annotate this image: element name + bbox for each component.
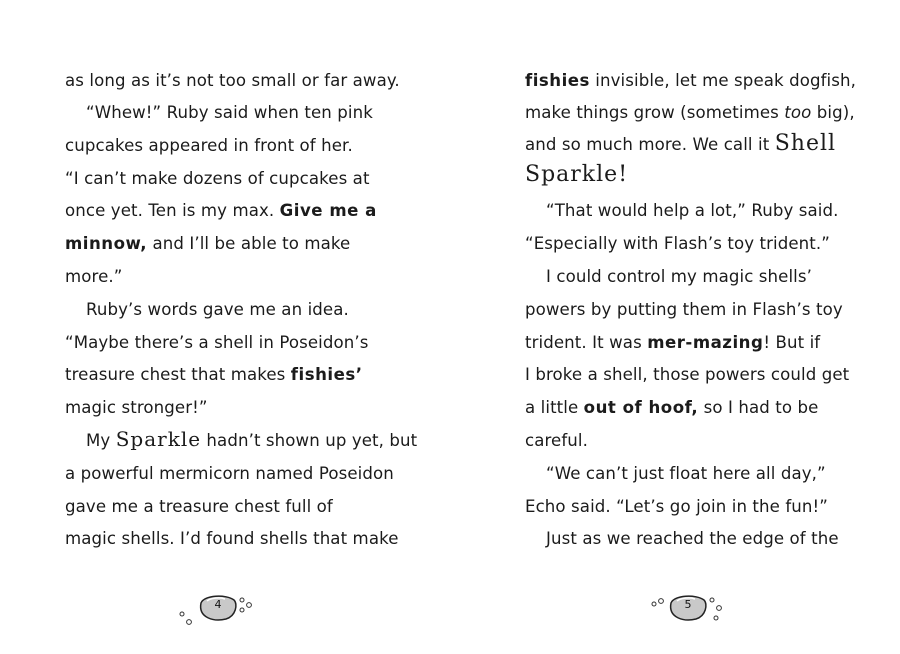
page-number-left bbox=[176, 588, 270, 628]
fancy-phrase: fishies bbox=[525, 71, 590, 90]
text-line: magic stronger!” bbox=[65, 398, 208, 417]
text-line: “Maybe there’s a shell in Poseidon’s bbox=[65, 333, 369, 352]
text-line: magic shells. I’d found shells that make bbox=[65, 529, 399, 548]
text-line: make things grow (sometimes too big), bbox=[525, 103, 855, 122]
text-line: I could control my magic shells’ bbox=[546, 267, 813, 286]
text-line: “That would help a lot,” Ruby said. bbox=[546, 201, 839, 220]
sparkle-word: Sparkle bbox=[525, 162, 619, 187]
text-line: and so much more. We call it Shell bbox=[525, 131, 837, 156]
sparkle-word: Shell bbox=[774, 131, 837, 156]
text-line: trident. It was mer-mazing! But if bbox=[525, 333, 821, 352]
text-line: gave me a treasure chest full of bbox=[65, 497, 333, 516]
text-line: Sparkle! bbox=[525, 162, 629, 187]
page-number-right bbox=[646, 588, 740, 628]
text-line: treasure chest that makes fishies’ bbox=[65, 365, 363, 384]
text-line: Ruby’s words gave me an idea. bbox=[86, 300, 349, 319]
text-line: I broke a shell, those powers could get bbox=[525, 365, 850, 384]
italic-word: too bbox=[784, 103, 812, 122]
text-line: a little out of hoof, so I had to be bbox=[525, 398, 819, 417]
fancy-phrase: out of hoof, bbox=[583, 398, 699, 417]
text-line: “I can’t make dozens of cupcakes at bbox=[65, 169, 370, 188]
fancy-phrase: minnow, bbox=[65, 234, 148, 253]
text-line: Echo said. “Let’s go join in the fun!” bbox=[525, 497, 828, 516]
text-line: “Whew!” Ruby said when ten pink bbox=[86, 103, 373, 122]
sparkle-word: Sparkle bbox=[115, 427, 202, 451]
fancy-phrase: fishies’ bbox=[290, 365, 363, 384]
text-line: My Sparkle hadn’t shown up yet, but bbox=[86, 427, 418, 451]
page-number: 4 bbox=[214, 598, 222, 611]
text-line: cupcakes appeared in front of her. bbox=[65, 136, 353, 155]
text-line: careful. bbox=[525, 431, 589, 450]
text-line: minnow, and I’ll be able to make bbox=[65, 234, 351, 253]
text-line: “Especially with Flash’s toy trident.” bbox=[525, 234, 830, 253]
text-line: as long as it’s not too small or far away. bbox=[65, 71, 400, 90]
text-line: once yet. Ten is my max. Give me a bbox=[65, 201, 377, 220]
text-line: Just as we reached the edge of the bbox=[546, 529, 839, 548]
fancy-phrase: mer-mazing bbox=[647, 333, 764, 352]
text-line: “We can’t just float here all day,” bbox=[546, 464, 826, 483]
text-line: fishies invisible, let me speak dogfish, bbox=[525, 71, 857, 90]
page-number: 5 bbox=[684, 598, 692, 611]
text-line: a powerful mermicorn named Poseidon bbox=[65, 464, 394, 483]
text-line: powers by putting them in Flash’s toy bbox=[525, 300, 843, 319]
text-line: more.” bbox=[65, 267, 123, 286]
fancy-phrase: Give me a bbox=[279, 201, 377, 220]
